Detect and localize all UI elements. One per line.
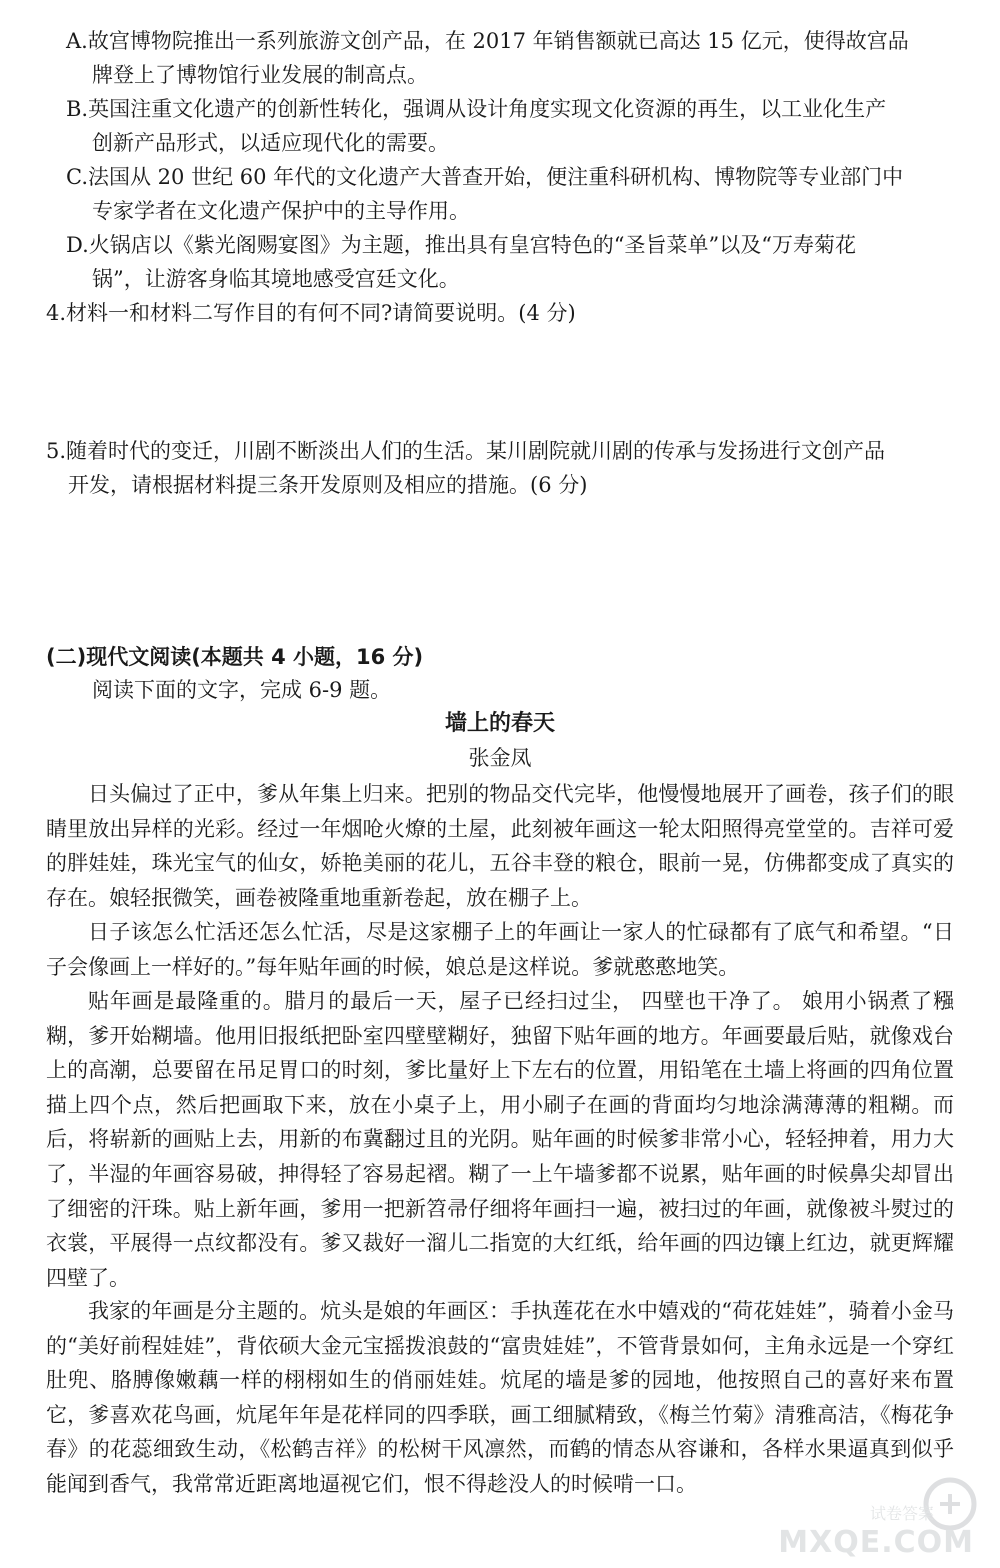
option-d-line1: D.火锅店以《紫光阁赐宴图》为主题，推出具有皇宫特色的“圣旨菜单”以及“万寿菊花 <box>66 233 856 257</box>
option-c-line2: 专家学者在文化遗产保护中的主导作用。 <box>92 199 470 223</box>
option-a-line1: A.故宫博物院推出一系列旅游文创产品，在 2017 年销售额就已高达 15 亿元，使得故宫品 <box>66 29 909 53</box>
question-5-line1: 5.随着时代的变迁，川剧不断淡出人们的生活。某川剧院就川剧的传承与发扬进行文创产品 <box>46 439 886 463</box>
option-d-line2: 锅”，让游客身临其境地感受宫廷文化。 <box>92 267 460 291</box>
article-paragraph-4: 我家的年画是分主题的。炕头是娘的年画区：手执莲花在水中嬉戏的“荷花娃娃”，骑着小金马的“美好前程娃娃”，背依硕大金元宝摇拨浪鼓的“富贵娃娃”，不管背景如何，主角永远是一个穿红肚兜、胳膊像嫩藕一样的栩栩如生的俏丽娃娃。炕尾的墙是爹的园地，他按照自己的喜好来布置它，爹喜欢花鸟画，炕尾年年是花样同的四季联，画工细腻精致，《梅兰竹菊》清雅高洁，《梅花争春》的花蕊细致生动，《松鹤吉祥》的松树干风凛然，而鹤的情态从容谦和，各样水果逼真到似乎能闻到香气，我常常近距离地逼视它们，恨不得趁没人的时候啃一口。 <box>46 1299 954 1496</box>
reading-instruction: 阅读下面的文字，完成 6-9 题。 <box>92 678 392 702</box>
question-4: 4.材料一和材料二写作目的有何不同?请简要说明。(4 分) <box>46 301 576 325</box>
article-author: 张金凤 <box>468 746 532 770</box>
option-a-line2: 牌登上了博物馆行业发展的制高点。 <box>92 63 428 87</box>
article-paragraph-3: 贴年画是最隆重的。腊月的最后一天，屋子已经扫过尘， 四壁也干净了。 娘用小锅煮了糨糊，爹开始糊墙。他用旧报纸把卧室四壁壁糊好，独留下贴年画的地方。年画要最后贴，就像戏台上的高潮，总要留在吊足胃口的时刻，爹比量好上下左右的位置，用铅笔在土墙上将画的四角位置描上四个点，然后把画取下来，放在小桌子上，用小刷子在画的背面均匀地涂满薄薄的粗糊。而后，将崭新的画贴上去，用新的布冀翻过且的光阴。贴年画的时候爹非常小心，轻轻抻着，用力大了，半湿的年画容易破，抻得轻了容易起褶。糊了一上午墙爹都不说累，贴年画的时候鼻尖却冒出了细密的汗珠。贴上新年画，爹用一把新笤帚仔细将年画扫一遍，被扫过的年画，就像被斗熨过的衣裳，平展得一点纹都没有。爹又裁好一溜儿二指宽的大红纸，给年画的四边镶上红边，就更辉耀四壁了。 <box>46 989 954 1290</box>
article-paragraph-2: 日子该怎么忙活还怎么忙活，尽是这家棚子上的年画让一家人的忙碌都有了底气和希望。“日子会像画上一样好的。”每年贴年画的时候，娘总是这样说。爹就憨憨地笑。 <box>46 920 954 979</box>
section-heading: (二)现代文阅读(本题共 4 小题，16 分) <box>46 645 424 669</box>
option-b-line2: 创新产品形式，以适应现代化的需要。 <box>92 131 449 155</box>
option-c-line1: C.法国从 20 世纪 60 年代的文化遗产大普查开始，便注重科研机构、博物院等专业部门中 <box>66 165 904 189</box>
watermark-text: MXQE.COM <box>778 1525 974 1560</box>
article-paragraph-1: 日头偏过了正中，爹从年集上归来。把别的物品交代完毕，他慢慢地展开了画卷，孩子们的眼睛里放出异样的光彩。经过一年烟呛火燎的土屋，此刻被年画这一轮太阳照得亮堂堂的。吉祥可爱的胖娃娃，珠光宝气的仙女，娇艳美丽的花儿，五谷丰登的粮仓，眼前一晃，仿佛都变成了真实的存在。娘轻抿微笑，画卷被隆重地重新卷起，放在棚子上。 <box>46 782 954 910</box>
option-b-line1: B.英国注重文化遗产的创新性转化，强调从设计角度实现文化资源的再生，以工业化生产 <box>66 97 887 121</box>
watermark-subtext: 试卷答案 <box>869 1504 934 1523</box>
question-5-line2: 开发，请根据材料提三条开发原则及相应的措施。(6 分) <box>68 473 588 497</box>
article-title: 墙上的春天 <box>444 711 555 736</box>
watermark-logo <box>778 1474 990 1564</box>
